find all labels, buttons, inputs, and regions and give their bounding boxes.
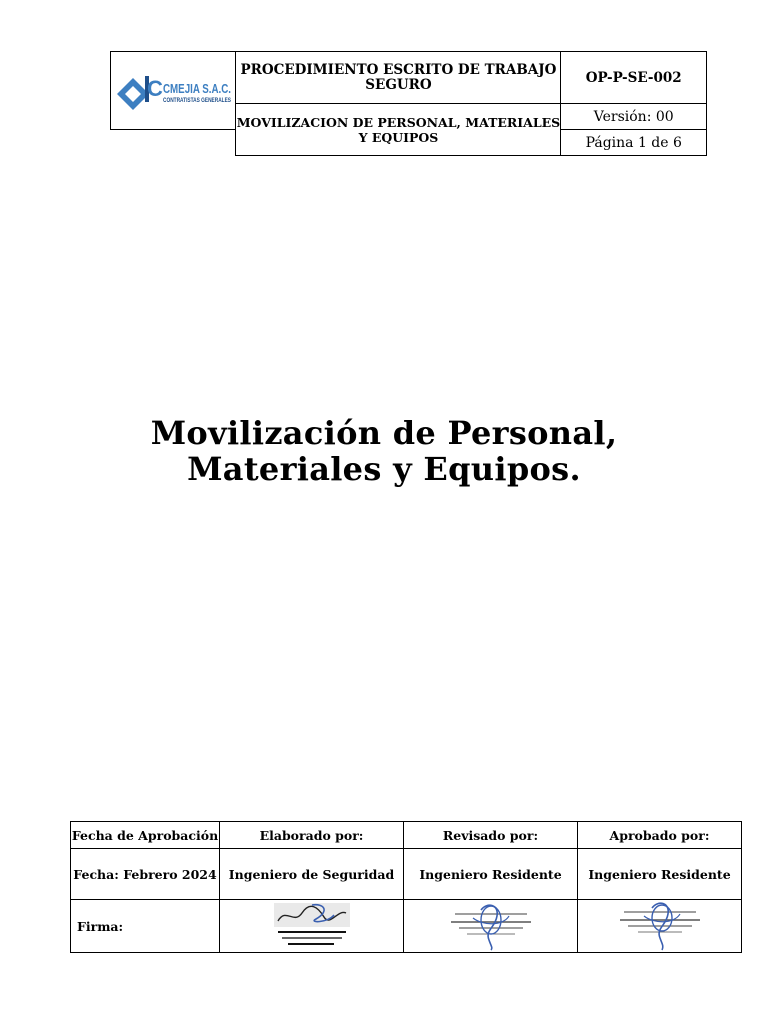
procedure-title: PROCEDIMIENTO ESCRITO DE TRABAJO SEGURO [236,52,561,104]
logo-text: CMEJIA S.A.C. [163,80,232,96]
revisado-role: Ingeniero Residente [404,849,578,900]
logo-cell [111,52,236,130]
title-line-2: Materiales y Equipos. [187,450,581,488]
document-header-table [110,51,707,156]
firma-revisado [404,900,578,953]
signature-stamp-revisado [443,900,539,952]
company-logo [113,68,233,116]
document-version: Versión: 00 [561,104,707,130]
title-line-1: Movilización de Personal, [150,414,618,452]
signature-stamp-aprobado [612,900,708,952]
header-fecha-aprobacion: Fecha de Aprobación [71,822,220,849]
document-code: OP-P-SE-002 [561,52,707,104]
document-title [0,415,768,487]
header-aprobado: Aprobado por: [578,822,742,849]
approval-date: Fecha: Febrero 2024 [71,849,220,900]
elaborado-role: Ingeniero de Seguridad [220,849,404,900]
svg-text:C: C [147,75,164,101]
firma-aprobado [578,900,742,953]
aprobado-role: Ingeniero Residente [578,849,742,900]
signature-stamp-elaborado [272,901,352,951]
page-number: Página 1 de 6 [561,130,707,156]
firma-elaborado [220,900,404,953]
approval-table [70,821,742,953]
document-subject: MOVILIZACION DE PERSONAL, MATERIALES Y EQUIPOS [236,104,561,156]
header-elaborado: Elaborado por: [220,822,404,849]
header-revisado: Revisado por: [404,822,578,849]
logo-subtext: CONTRATISTAS GENERALES [163,97,232,104]
firma-label: Firma: [71,900,220,953]
